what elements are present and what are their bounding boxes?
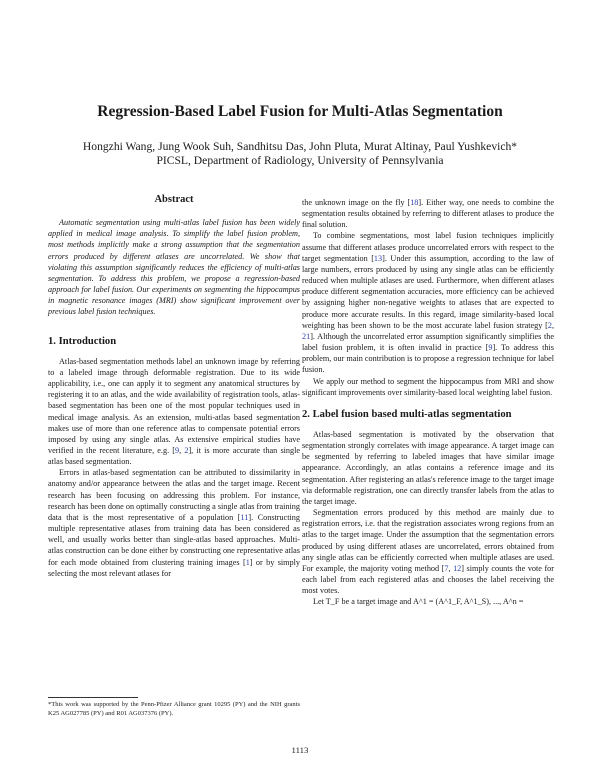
citation-link[interactable]: 1 (245, 557, 250, 567)
author-list: Hongzhi Wang, Jung Wook Suh, Sandhitsu Das, John Pluta, Murat Altinay, Paul Yushkevich* (82, 140, 518, 153)
footnote-text: *This work was supported by the Penn-Pfizer Alliance grant 10295 (PY) and the NIH grants K25 AG027785 (PY) and R01 AG037376 (PY). (48, 701, 300, 717)
intro-p2-text-b: ]. Constructing multiple representative atlases from training data has been considered as well, and usually works better than single-atlas based approaches. Multi-atlas construction can be done either by constructing one representative atlas for each mode obtained from clustering training images [ (48, 512, 300, 567)
intro-paragraph-5: We apply our method to segment the hippocampus from MRI and show significant improvements over similarity-based local weighting label fusion. (302, 376, 554, 397)
section-2-paragraph-2 (302, 507, 554, 596)
intro-p2-text-c: ] or by simply selecting the most relevant atlases for (48, 557, 300, 578)
intro-p1-text-b: ], it is more accurate than single atlas based segmentation. (48, 445, 301, 467)
paper-title: Regression-Based Label Fusion for Multi-Atlas Segmentation (97, 103, 503, 120)
section-1-heading: 1. Introduction (48, 335, 117, 347)
right-p2-text-b: ]. Under this assumption, according to the law of large numbers, errors produced by using any single atlas can be efficiently reduced when multiple atlases are used. Furthermore, when different atlases produce different segmentation accuracies, more efficiency can be achieved by assigning higher non-negative weights to atlases that are expected to produce more accurate results. In this regard, image similarity-based local weighting has been shown to be the most accurate label fusion strategy [ (302, 253, 554, 330)
right-column (302, 197, 554, 607)
citation-link[interactable]: 9 (175, 445, 180, 455)
citation-link[interactable]: 12 (453, 563, 462, 573)
citation-link[interactable]: 7 (444, 563, 449, 573)
footnote (48, 697, 300, 718)
abstract (48, 217, 300, 317)
citation-separator: , (448, 563, 454, 573)
section-2-heading: 2. Label fusion based multi-atlas segmentation (302, 408, 512, 420)
citation-link[interactable]: 2 (547, 320, 552, 330)
intro-paragraph-3 (302, 197, 554, 230)
sec2-p2-text-a: Segmentation errors produced by this method are mainly due to registration errors, i.e. that the registration associates wrong regions from an atlas to the target image. Under the assumption that the segmentation errors produced by using different atlases are uncorrelated, errors obtained from any single atlas can be efficiently corrected when multiple atlases are used. For example, the majority voting method [ (302, 508, 554, 573)
citation-link[interactable]: 18 (410, 198, 419, 207)
abstract-text: Automatic segmentation using multi-atlas label fusion has been widely applied in medical image analysis. To simplify the label fusion problem, most methods implicitly make a strong assumption that the segmentation errors produced by different atlases are uncorrelated. We show that violating this assumption significantly reduces the efficiency of multi-atlas segmentation. To address this problem, we propose a regression-based approach for label fusion. Our experiments on segmenting the hippocampus in magnetic resonance images (MRI) show significant improvement over previous label fusion techniques. (48, 218, 300, 317)
intro-paragraph-1 (48, 356, 300, 468)
right-p2-text-d: ]. To address this problem, our main contribution is to propose a regression technique for label fusion. (302, 343, 554, 375)
right-p2-text-a: To combine segmentations, most label fusion techniques implicitly assume that different atlases produce uncorrelated errors with respect to the target segmentation [ (302, 231, 554, 263)
intro-paragraph-2 (48, 467, 300, 579)
left-column (48, 190, 300, 579)
affiliation: PICSL, Department of Radiology, University of Pennsylvania (156, 154, 444, 167)
page-number: 1113 (291, 745, 309, 755)
citation-separator: , (551, 320, 554, 330)
citation-separator: , (179, 445, 185, 455)
intro-p1-text-a: Atlas-based segmentation methods label an unknown image by referring to a labeled image through deformable registration. Due to its wide applicability, i.e., one can apply it to segment any anatomical structures by registering it to an atlas, and the wide availability of registration tools, atlas-based segmentation has been one of the most popular techniques used in medical image analysis. As an extension, multi-atlas based segmentation makes use of more than one reference atlas to compensate potential errors imposed by using any single atlas. As extensive empirical studies have verified in the recent literature, e.g. [ (48, 356, 300, 455)
section-2-paragraph-3: Let T_F be a target image and A^1 = (A^1_F, A^1_S), ..., A^n = (313, 597, 524, 607)
sec2-p2-text-b: ] simply counts the vote for each label from each registered atlas and chooses the label receiving the most votes. (302, 563, 555, 596)
citation-link[interactable]: 11 (240, 512, 249, 522)
right-p1-text-b: ]. Either way, one needs to combine the segmentation results obtained by referring to different atlases to produce the final solution. (302, 198, 554, 230)
section-2-paragraph-1: Atlas-based segmentation is motivated by the observation that segmentation strongly correlates with image appearance. A target image can be segmented by referring to labeled images that have similar image appearance. Accordingly, an atlas contains a reference image and its segmentation. After registering an atlas's reference image to the target image via deformable registration, one can directly transfer labels from the atlas to the target image. (302, 429, 554, 506)
citation-link[interactable]: 9 (488, 343, 493, 353)
intro-p2-text-a: Errors in atlas-based segmentation can be attributed to dissimilarity in anatomy and/or appearance between the atlas and the target image. Recent research has been focusing on addressing this problem. For instance, research has been done on optimally constructing a single atlas from training data that is the most representative of a population [ (48, 468, 300, 522)
citation-link[interactable]: 13 (373, 253, 383, 263)
footnote-rule (48, 697, 138, 698)
right-p2-text-c: ]. Although the uncorrelated error assumption significantly simplifies the label fusion problem, it is often invalid in practice [ (302, 331, 554, 353)
intro-paragraph-4 (302, 230, 554, 375)
right-p1-text-a: the unknown image on the fly [ (302, 198, 411, 207)
citation-link[interactable]: 2 (184, 445, 189, 455)
author-block (0, 140, 600, 168)
citation-link[interactable]: 21 (302, 331, 311, 341)
abstract-heading: Abstract (154, 194, 194, 205)
